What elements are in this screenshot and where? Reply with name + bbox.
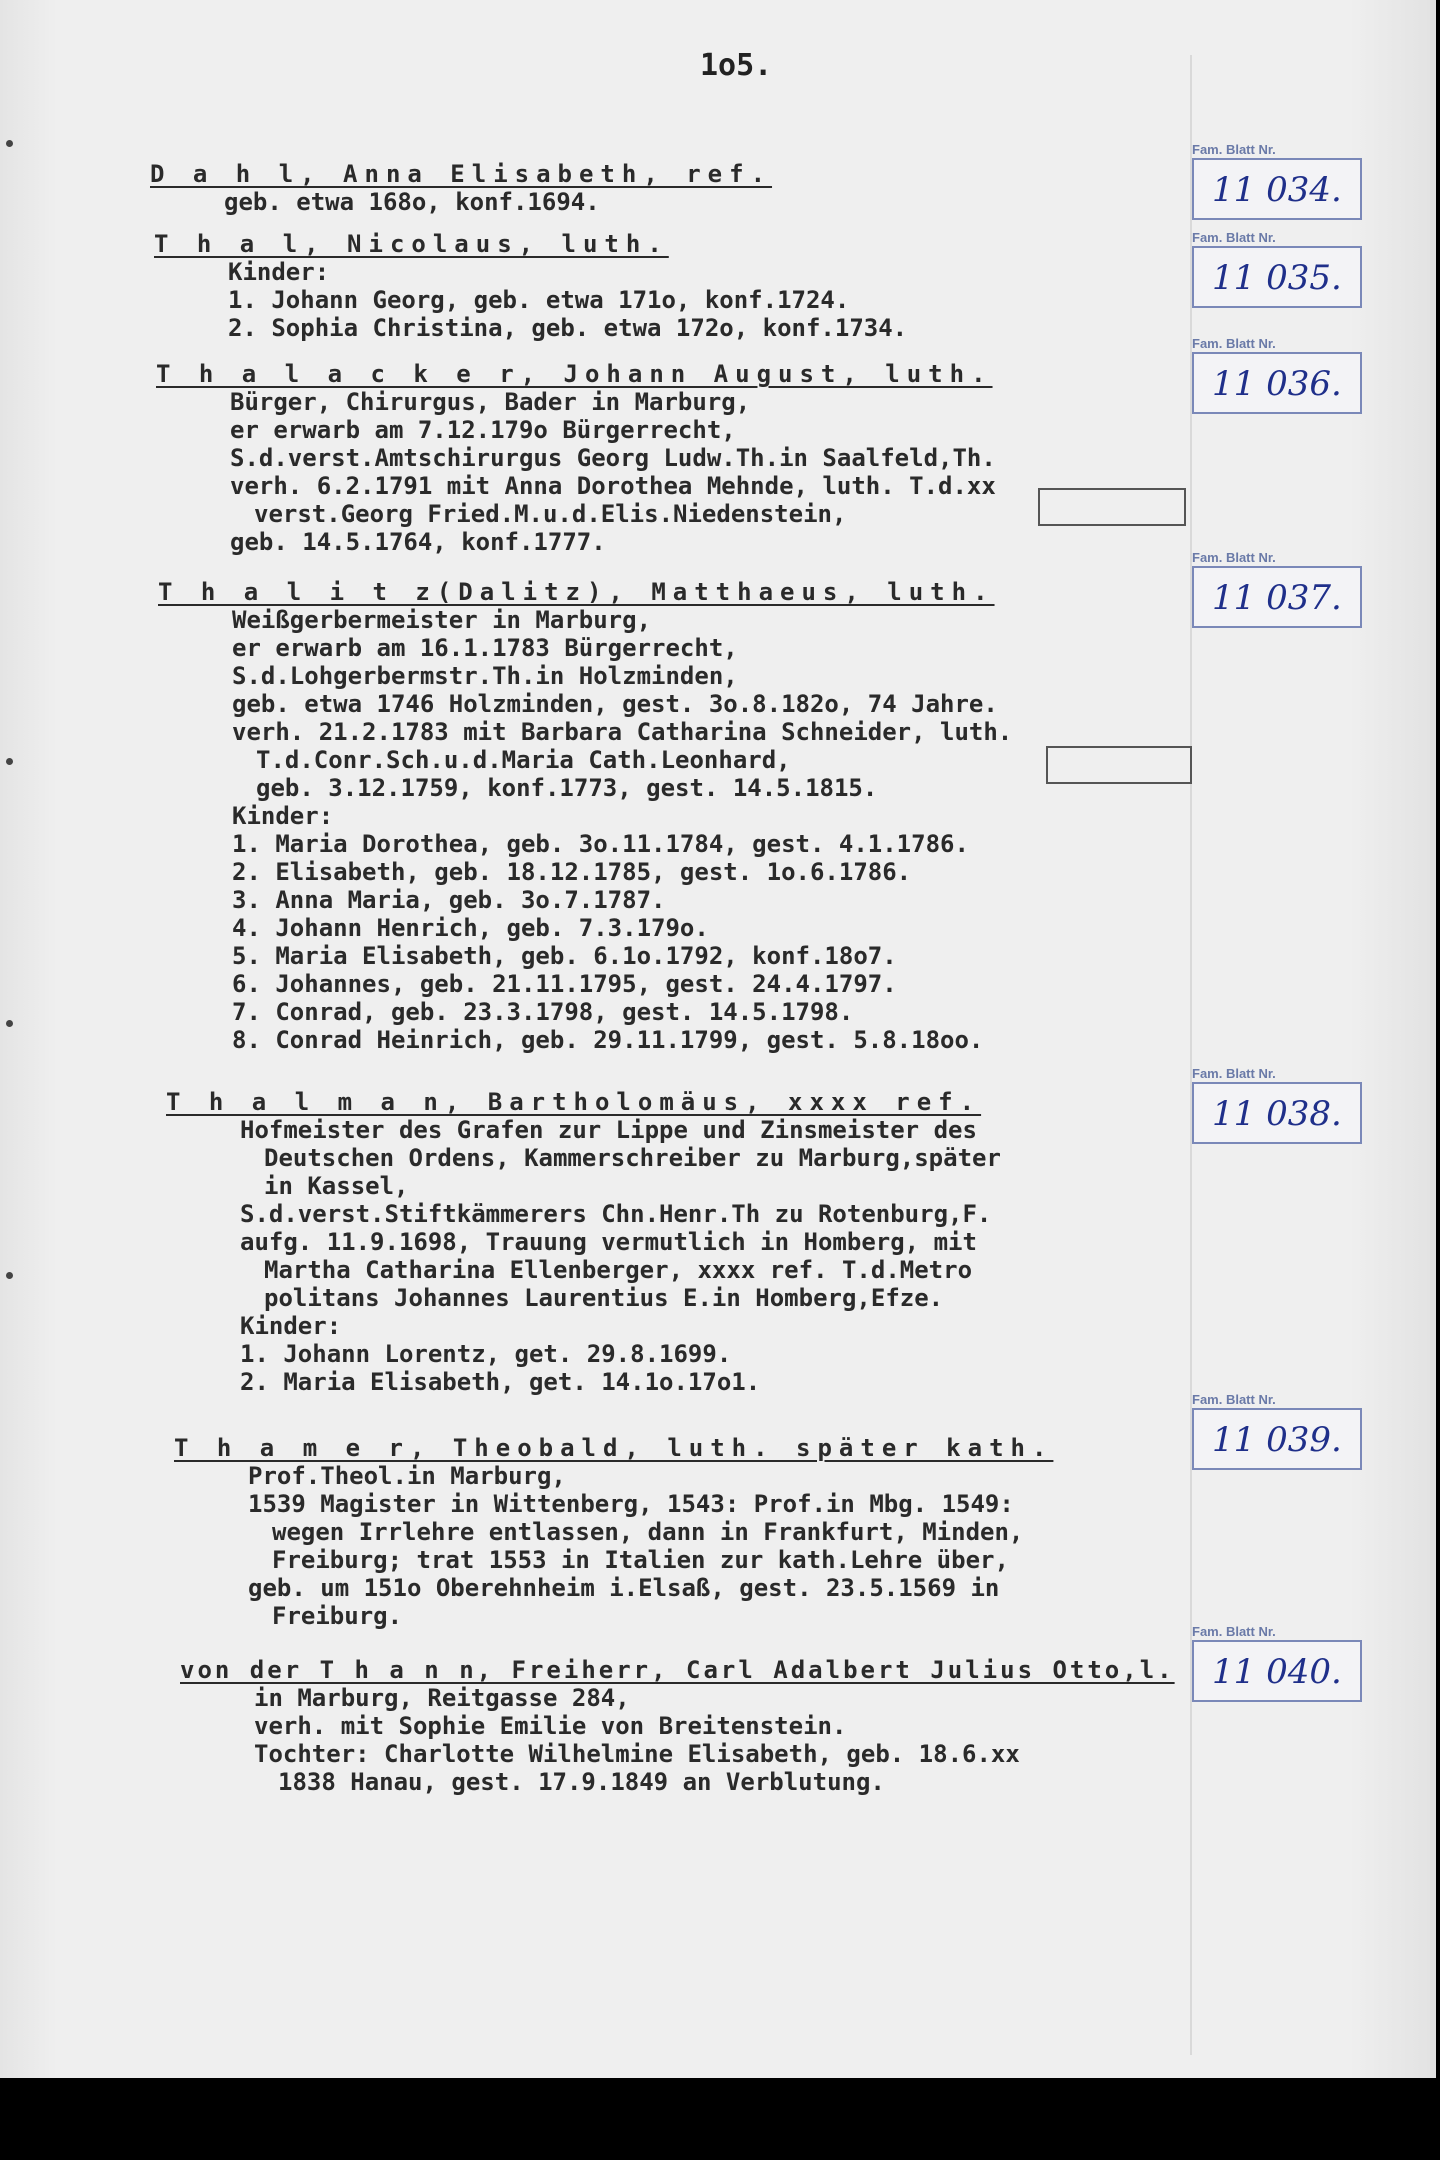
entry-line: Prof.Theol.in Marburg, — [248, 1462, 566, 1490]
entry-line: 4. Johann Henrich, geb. 7.3.179o. — [232, 914, 709, 942]
entry-line: in Kassel, — [264, 1172, 409, 1200]
card-label: Fam. Blatt Nr. — [1192, 1066, 1276, 1081]
entry-line: Martha Catharina Ellenberger, xxxx ref. T.d.Metro — [264, 1256, 973, 1284]
card-label: Fam. Blatt Nr. — [1192, 230, 1276, 245]
entry-heading: T h a l a c k e r, Johann August, luth. — [156, 360, 993, 388]
entry-thann — [180, 1656, 1175, 1796]
entry-line: Tochter: Charlotte Wilhelmine Elisabeth, geb. 18.6.xx — [254, 1740, 1020, 1768]
family-card-11040 — [1192, 1624, 1362, 1702]
entry-line: Kinder: — [228, 258, 330, 286]
family-card-11037 — [1192, 550, 1362, 628]
card-label: Fam. Blatt Nr. — [1192, 1624, 1276, 1639]
entry-line: geb. etwa 168o, konf.1694. — [224, 188, 600, 216]
entry-line: Deutschen Ordens, Kammerschreiber zu Marburg,später — [264, 1144, 1001, 1172]
entry-line: 6. Johannes, geb. 21.11.1795, gest. 24.4.1797. — [232, 970, 897, 998]
entry-line: 1. Johann Georg, geb. etwa 171o, konf.1724. — [228, 286, 850, 314]
entry-line: geb. um 151o Oberehnheim i.Elsaß, gest. 23.5.1569 in — [248, 1574, 1000, 1602]
card-label: Fam. Blatt Nr. — [1192, 142, 1276, 157]
card-number: 11 036. — [1192, 352, 1362, 414]
punch-hole — [6, 758, 13, 765]
card-number: 11 035. — [1192, 246, 1362, 308]
punch-hole — [6, 1272, 13, 1279]
entry-heading: von der T h a n n, Freiherr, Carl Adalbert Julius Otto,l. — [180, 1656, 1175, 1684]
entry-line: 2. Sophia Christina, geb. etwa 172o, konf.1734. — [228, 314, 908, 342]
card-label: Fam. Blatt Nr. — [1192, 550, 1276, 565]
entry-line: Bürger, Chirurgus, Bader in Marburg, — [230, 388, 751, 416]
entry-line: geb. etwa 1746 Holzminden, gest. 3o.8.182o, 74 Jahre. — [232, 690, 998, 718]
entry-thal — [154, 230, 907, 342]
entry-line: geb. 3.12.1759, konf.1773, gest. 14.5.1815. — [256, 774, 878, 802]
entry-heading: T h a l i t z(Dalitz), Matthaeus, luth. — [158, 578, 995, 606]
card-number: 11 039. — [1192, 1408, 1362, 1470]
card-label: Fam. Blatt Nr. — [1192, 336, 1276, 351]
family-card-11038 — [1192, 1066, 1362, 1144]
card-number: 11 038. — [1192, 1082, 1362, 1144]
entry-line: Kinder: — [232, 802, 334, 830]
entry-line: 2. Maria Elisabeth, get. 14.1o.17o1. — [240, 1368, 761, 1396]
punch-hole — [6, 140, 13, 147]
entry-line: 2. Elisabeth, geb. 18.12.1785, gest. 1o.6.1786. — [232, 858, 912, 886]
entry-line: Freiburg; trat 1553 in Italien zur kath.Lehre über, — [272, 1546, 1009, 1574]
entry-line: aufg. 11.9.1698, Trauung vermutlich in Homberg, mit — [240, 1228, 977, 1256]
entry-thalman — [166, 1088, 1001, 1396]
blank-field-box — [1038, 488, 1186, 526]
entry-thalacker — [156, 360, 996, 556]
entry-line: 1. Johann Lorentz, get. 29.8.1699. — [240, 1340, 732, 1368]
entry-line: S.d.verst.Amtschirurgus Georg Ludw.Th.in Saalfeld,Th. — [230, 444, 996, 472]
entry-line: Freiburg. — [272, 1602, 403, 1630]
punch-hole — [6, 1020, 13, 1027]
entry-line: 7. Conrad, geb. 23.3.1798, gest. 14.5.1798. — [232, 998, 854, 1026]
entry-line: 1838 Hanau, gest. 17.9.1849 an Verblutung. — [278, 1768, 885, 1796]
family-card-11034 — [1192, 142, 1362, 220]
entry-line: 1. Maria Dorothea, geb. 3o.11.1784, gest. 4.1.1786. — [232, 830, 969, 858]
family-card-11036 — [1192, 336, 1362, 414]
entry-thamer — [174, 1434, 1053, 1630]
entry-line: T.d.Conr.Sch.u.d.Maria Cath.Leonhard, — [256, 746, 791, 774]
page-number: 1o5. — [700, 48, 773, 83]
family-card-11039 — [1192, 1392, 1362, 1470]
entry-line: politans Johannes Laurentius E.in Homberg,Efze. — [264, 1284, 944, 1312]
entry-line: geb. 14.5.1764, konf.1777. — [230, 528, 606, 556]
entry-line: Weißgerbermeister in Marburg, — [232, 606, 652, 634]
entry-line: S.d.Lohgerbermstr.Th.in Holzminden, — [232, 662, 738, 690]
card-number: 11 040. — [1192, 1640, 1362, 1702]
blank-field-box — [1046, 746, 1192, 784]
entry-line: er erwarb am 16.1.1783 Bürgerrecht, — [232, 634, 738, 662]
entry-heading: T h a l, Nicolaus, luth. — [154, 230, 669, 258]
entry-line: Hofmeister des Grafen zur Lippe und Zinsmeister des — [240, 1116, 977, 1144]
entry-heading: T h a l m a n, Bartholomäus, xxxx ref. — [166, 1088, 982, 1116]
entry-dahl — [150, 160, 772, 216]
entry-line: 8. Conrad Heinrich, geb. 29.11.1799, gest. 5.8.18oo. — [232, 1026, 984, 1054]
entry-line: er erwarb am 7.12.179o Bürgerrecht, — [230, 416, 736, 444]
entry-line: verh. 21.2.1783 mit Barbara Catharina Schneider, luth. — [232, 718, 1013, 746]
card-number: 11 034. — [1192, 158, 1362, 220]
entry-line: verst.Georg Fried.M.u.d.Elis.Niedenstein, — [254, 500, 847, 528]
card-label: Fam. Blatt Nr. — [1192, 1392, 1276, 1407]
card-number: 11 037. — [1192, 566, 1362, 628]
entry-line: Kinder: — [240, 1312, 342, 1340]
entry-line: 3. Anna Maria, geb. 3o.7.1787. — [232, 886, 666, 914]
entry-line: verh. mit Sophie Emilie von Breitenstein. — [254, 1712, 847, 1740]
entry-line: 5. Maria Elisabeth, geb. 6.1o.1792, konf.18o7. — [232, 942, 897, 970]
entry-line: in Marburg, Reitgasse 284, — [254, 1684, 630, 1712]
entry-heading: D a h l, Anna Elisabeth, ref. — [150, 160, 773, 188]
entry-thalitz — [158, 578, 1012, 1054]
entry-line: verh. 6.2.1791 mit Anna Dorothea Mehnde, luth. T.d.xx — [230, 472, 996, 500]
entry-line: wegen Irrlehre entlassen, dann in Frankfurt, Minden, — [272, 1518, 1024, 1546]
family-card-11035 — [1192, 230, 1362, 308]
entry-heading: T h a m e r, Theobald, luth. später kath. — [174, 1434, 1054, 1462]
entry-line: S.d.verst.Stiftkämmerers Chn.Henr.Th zu Rotenburg,F. — [240, 1200, 992, 1228]
entry-line: 1539 Magister in Wittenberg, 1543: Prof.in Mbg. 1549: — [248, 1490, 1014, 1518]
